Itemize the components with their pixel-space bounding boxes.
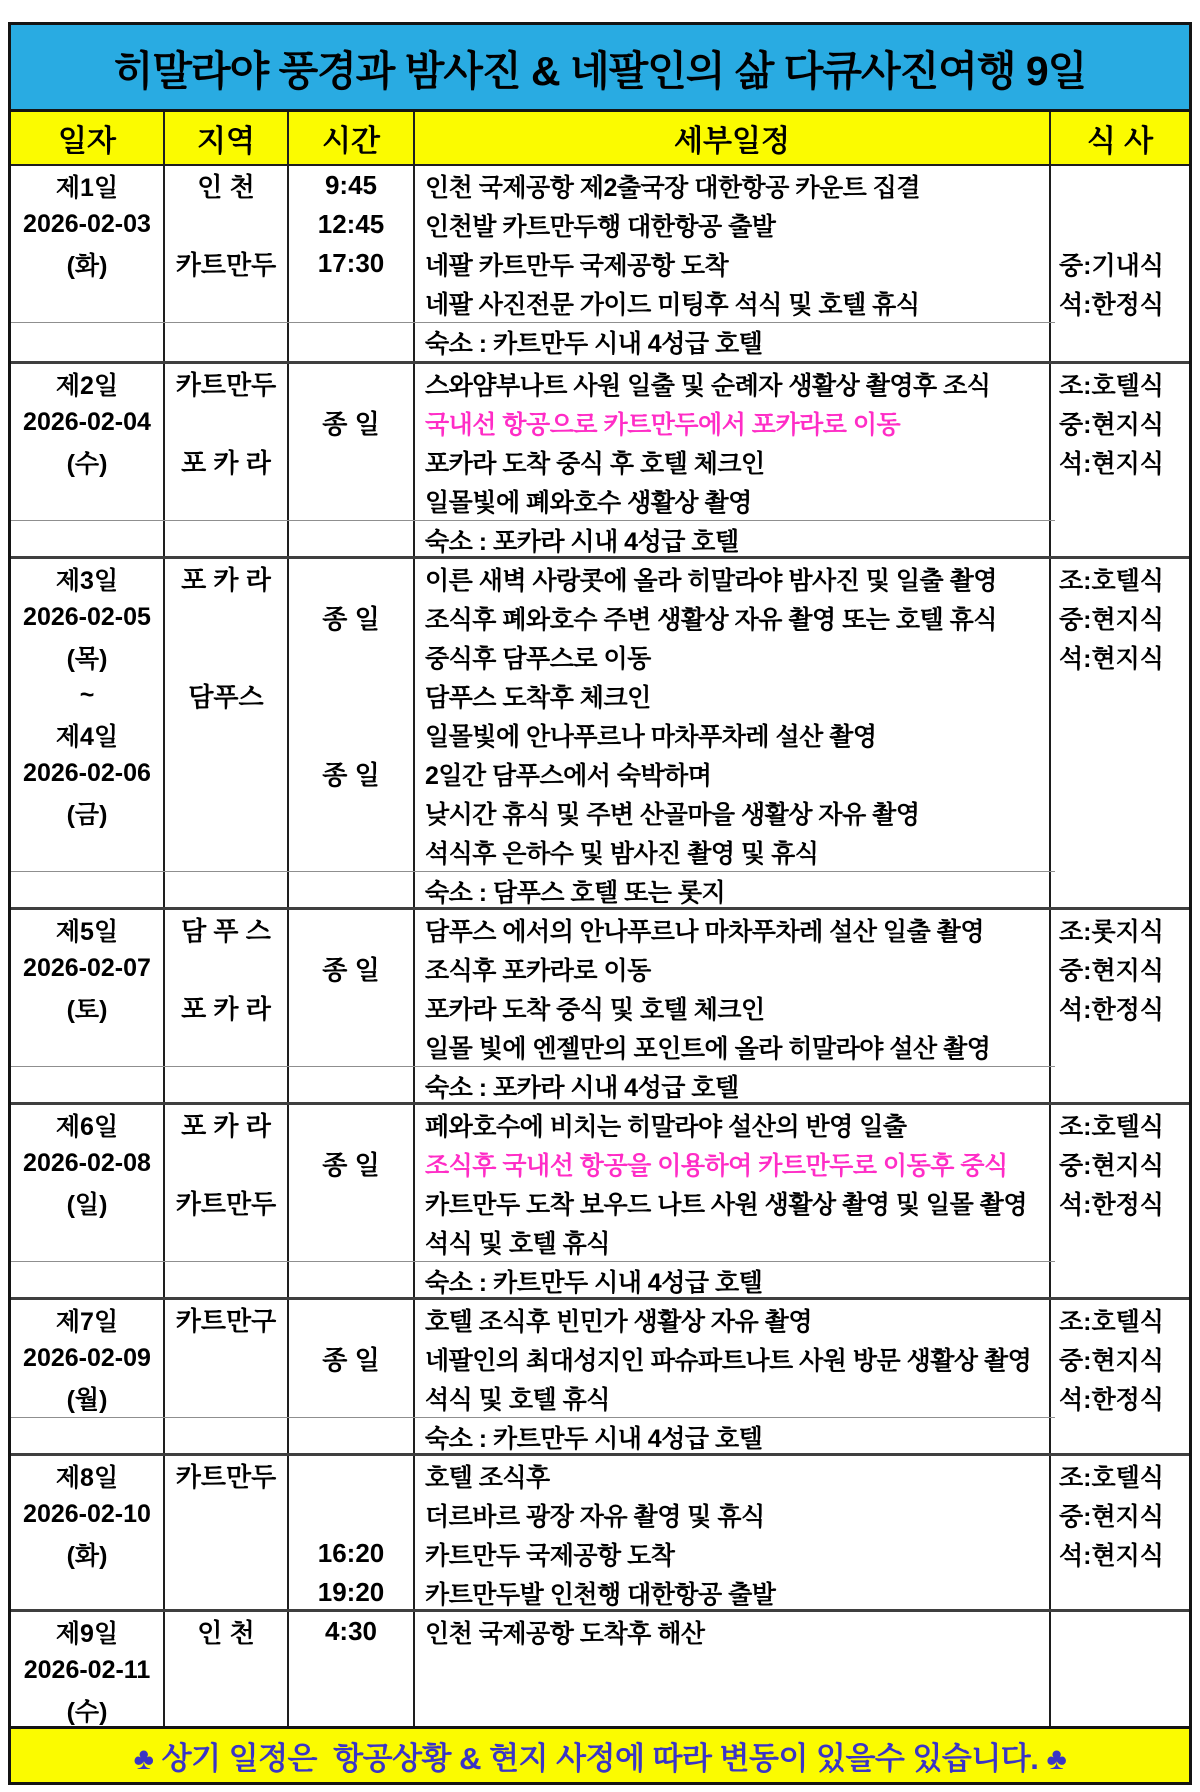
region-label: 카트만구 — [175, 1306, 277, 1336]
region-column — [165, 1300, 289, 1453]
meal-line: 중:현지식 — [1059, 956, 1164, 985]
region-label: 포 카 라 — [181, 448, 271, 478]
schedule-line: 인천 국제공항 제2출국장 대한항공 카운트 집결 — [425, 173, 920, 202]
time-column — [289, 910, 415, 1102]
date-line: ~ — [79, 681, 95, 709]
meal-line: 조:호텔식 — [1059, 1112, 1164, 1141]
region-column — [165, 910, 289, 1102]
meal-line: 석:현지식 — [1059, 1541, 1164, 1570]
meals-column — [1051, 166, 1189, 361]
schedule-line-highlighted: 조식후 국내선 항공을 이용하여 카트만두로 이동후 중식 — [425, 1151, 1008, 1180]
meal-line: 석:한정식 — [1059, 995, 1164, 1024]
date-line: 제6일 — [55, 1112, 119, 1141]
region-column — [165, 1456, 289, 1609]
schedule-column — [415, 364, 1051, 556]
schedule-line: 이른 새벽 사랑콧에 올라 히말라야 밤사진 및 일출 촬영 — [425, 566, 997, 595]
meal-line: 석:현지식 — [1059, 449, 1164, 478]
time-label: 종 일 — [322, 1150, 380, 1180]
time-column — [289, 364, 415, 556]
schedule-column — [415, 1105, 1051, 1297]
footer-notice: ♣ 상기 일정은 항공상황 & 현지 사정에 따라 변동이 있을수 있습니다. ♣ — [11, 1726, 1189, 1782]
lodging-separator-line — [11, 1066, 1055, 1067]
lodging-line: 숙소 : 포카라 시내 4성급 호텔 — [425, 1073, 739, 1102]
date-line: (수) — [66, 449, 108, 478]
date-line: 2026-02-05 — [23, 603, 151, 631]
meal-line: 조:호텔식 — [1059, 1463, 1164, 1492]
lodging-separator-line — [11, 1261, 1055, 1262]
meals-column — [1051, 1300, 1189, 1453]
schedule-line: 일몰빛에 안나푸르나 마차푸차레 설산 촬영 — [425, 722, 877, 751]
time-label: 종 일 — [322, 1345, 380, 1375]
region-label: 포 카 라 — [181, 994, 271, 1024]
itinerary-document — [8, 22, 1192, 1785]
time-column — [289, 1612, 415, 1726]
region-column — [165, 559, 289, 907]
region-label: 카트만두 — [175, 1189, 277, 1219]
schedule-line: 조식후 포카라로 이동 — [425, 956, 651, 985]
table-header-row — [11, 112, 1189, 166]
date-line: 2026-02-09 — [23, 1344, 151, 1372]
region-label: 포 카 라 — [181, 565, 271, 595]
day-block — [11, 1609, 1189, 1726]
date-line: (월) — [66, 1385, 108, 1414]
date-line: 2026-02-04 — [23, 408, 151, 436]
schedule-line: 인천발 카트만두행 대한항공 출발 — [425, 212, 776, 241]
time-label: 9:45 — [324, 170, 378, 200]
schedule-line: 페와호수에 비치는 히말라야 설산의 반영 일출 — [425, 1112, 907, 1141]
schedule-line: 카트만두 도착 보우드 나트 사원 생활상 촬영 및 일몰 촬영 — [425, 1190, 1027, 1219]
itinerary-body — [11, 166, 1189, 1726]
schedule-line: 포카라 도착 중식 및 호텔 체크인 — [425, 995, 765, 1024]
day-block — [11, 1102, 1189, 1297]
date-column — [11, 1456, 165, 1609]
date-line: (일) — [66, 1190, 108, 1219]
day-block — [11, 556, 1189, 907]
meal-line: 석:한정식 — [1059, 1385, 1164, 1414]
date-line: (목) — [66, 644, 108, 673]
time-column — [289, 166, 415, 361]
schedule-column — [415, 910, 1051, 1102]
time-column — [289, 1300, 415, 1453]
date-line: 2026-02-08 — [23, 1149, 151, 1177]
schedule-line: 네팔인의 최대성지인 파슈파트나트 사원 방문 생활상 촬영 — [425, 1346, 1032, 1375]
date-line: 제9일 — [55, 1619, 119, 1648]
lodging-line: 숙소 : 담푸스 호텔 또는 롯지 — [425, 878, 726, 907]
date-column — [11, 1105, 165, 1297]
time-column — [289, 1105, 415, 1297]
schedule-column — [415, 559, 1051, 907]
schedule-column — [415, 166, 1051, 361]
region-label: 카트만두 — [175, 250, 277, 280]
meal-line: 조:호텔식 — [1059, 566, 1164, 595]
region-label: 인 천 — [197, 172, 255, 202]
schedule-line: 중식후 담푸스로 이동 — [425, 644, 651, 673]
schedule-line: 일몰 빛에 엔젤만의 포인트에 올라 히말라야 설산 촬영 — [425, 1034, 991, 1063]
schedule-line: 호텔 조식후 빈민가 생활상 자유 촬영 — [425, 1307, 812, 1336]
region-column — [165, 364, 289, 556]
date-column — [11, 1300, 165, 1453]
time-label: 종 일 — [322, 409, 380, 439]
date-column — [11, 1612, 165, 1726]
meal-line: 석:한정식 — [1059, 1190, 1164, 1219]
schedule-line: 카트만두 국제공항 도착 — [425, 1541, 675, 1570]
column-header-date: 일자 — [11, 112, 165, 164]
date-line: 2026-02-06 — [23, 759, 151, 787]
schedule-line: 석식 및 호텔 휴식 — [425, 1385, 610, 1414]
page-title: 히말라야 풍경과 밤사진 & 네팔인의 삶 다큐사진여행 9일 — [11, 25, 1189, 112]
meal-line: 조:롯지식 — [1059, 917, 1164, 946]
meal-line: 중:현지식 — [1059, 410, 1164, 439]
schedule-column — [415, 1456, 1051, 1609]
time-label: 종 일 — [322, 604, 380, 634]
day-block — [11, 907, 1189, 1102]
date-line: (화) — [66, 1541, 108, 1570]
time-label: 4:30 — [324, 1616, 378, 1646]
region-column — [165, 166, 289, 361]
time-column — [289, 559, 415, 907]
region-label: 담푸스 — [188, 682, 264, 712]
meals-column — [1051, 1612, 1189, 1726]
region-label: 카트만두 — [175, 1462, 277, 1492]
lodging-line: 숙소 : 카트만두 시내 4성급 호텔 — [425, 329, 763, 358]
meals-column — [1051, 559, 1189, 907]
date-column — [11, 364, 165, 556]
date-line: 2026-02-07 — [23, 954, 151, 982]
schedule-line: 더르바르 광장 자유 촬영 및 휴식 — [425, 1502, 765, 1531]
schedule-line: 석식 및 호텔 휴식 — [425, 1229, 610, 1258]
schedule-line: 조식후 폐와호수 주변 생활상 자유 촬영 또는 호텔 휴식 — [425, 605, 997, 634]
day-block — [11, 1297, 1189, 1453]
lodging-separator-line — [11, 871, 1055, 872]
schedule-line: 네팔 사진전문 가이드 미팅후 석식 및 호텔 휴식 — [425, 290, 920, 319]
time-column — [289, 1456, 415, 1609]
time-label: 종 일 — [322, 760, 380, 790]
time-label: 17:30 — [317, 248, 385, 278]
schedule-line: 2일간 담푸스에서 숙박하며 — [425, 761, 712, 790]
schedule-line: 인천 국제공항 도착후 해산 — [425, 1619, 705, 1648]
region-label: 인 천 — [197, 1618, 255, 1648]
date-line: (수) — [66, 1697, 108, 1726]
region-label: 포 카 라 — [181, 1111, 271, 1141]
date-line: 제8일 — [55, 1463, 119, 1492]
schedule-line: 네팔 카트만두 국제공항 도착 — [425, 251, 729, 280]
schedule-line: 낮시간 휴식 및 주변 산골마을 생활상 자유 촬영 — [425, 800, 920, 829]
date-line: 제5일 — [55, 917, 119, 946]
date-line: 2026-02-10 — [23, 1500, 151, 1528]
date-line: 제2일 — [55, 371, 119, 400]
time-label: 종 일 — [322, 955, 380, 985]
lodging-separator-line — [11, 322, 1055, 323]
date-line: 제4일 — [55, 722, 119, 751]
lodging-line: 숙소 : 카트만두 시내 4성급 호텔 — [425, 1268, 763, 1297]
region-label: 카트만두 — [175, 370, 277, 400]
schedule-line: 담푸스 에서의 안나푸르나 마차푸차레 설산 일출 촬영 — [425, 917, 984, 946]
time-label: 19:20 — [317, 1577, 385, 1607]
region-label: 담 푸 스 — [181, 916, 271, 946]
schedule-line: 일몰빛에 폐와호수 생활상 촬영 — [425, 488, 752, 517]
date-line: 제1일 — [55, 173, 119, 202]
meals-column — [1051, 1456, 1189, 1609]
day-block — [11, 166, 1189, 361]
column-header-region: 지역 — [165, 112, 289, 164]
date-line: 제3일 — [55, 566, 119, 595]
column-header-schedule: 세부일정 — [415, 112, 1051, 164]
day-block — [11, 361, 1189, 556]
date-line: (금) — [66, 800, 108, 829]
lodging-separator-line — [11, 520, 1055, 521]
column-header-meals: 식 사 — [1086, 125, 1154, 158]
time-label: 16:20 — [317, 1538, 385, 1568]
date-line: 제7일 — [55, 1307, 119, 1336]
meal-line: 조:호텔식 — [1059, 371, 1164, 400]
meals-column — [1051, 364, 1189, 556]
meal-line: 중:현지식 — [1059, 1151, 1164, 1180]
date-line: 2026-02-11 — [23, 1656, 151, 1684]
meal-line: 조:호텔식 — [1059, 1307, 1164, 1336]
lodging-line: 숙소 : 포카라 시내 4성급 호텔 — [425, 527, 739, 556]
date-line: (화) — [66, 251, 108, 280]
date-column — [11, 910, 165, 1102]
lodging-separator-line — [11, 1417, 1055, 1418]
schedule-line: 포카라 도착 중식 후 호텔 체크인 — [425, 449, 765, 478]
schedule-line: 스와얌부나트 사원 일출 및 순례자 생활상 촬영후 조식 — [425, 371, 991, 400]
schedule-line: 카트만두발 인천행 대한항공 출발 — [425, 1580, 776, 1609]
schedule-line-highlighted: 국내선 항공으로 카트만두에서 포카라로 이동 — [425, 410, 901, 439]
date-line: 2026-02-03 — [23, 210, 151, 238]
date-column — [11, 559, 165, 907]
meal-line: 중:현지식 — [1059, 1502, 1164, 1531]
meal-line: 석:한정식 — [1059, 290, 1164, 319]
date-column — [11, 166, 165, 361]
meal-line: 중:기내식 — [1059, 251, 1164, 280]
meal-line: 중:현지식 — [1059, 1346, 1164, 1375]
column-header-time: 시간 — [289, 112, 415, 164]
region-column — [165, 1612, 289, 1726]
region-column — [165, 1105, 289, 1297]
date-line: (토) — [66, 995, 108, 1024]
schedule-line: 석식후 은하수 및 밤사진 촬영 및 휴식 — [425, 839, 819, 868]
meals-column — [1051, 910, 1189, 1102]
schedule-line: 호텔 조식후 — [425, 1463, 550, 1492]
schedule-column — [415, 1300, 1051, 1453]
meal-line: 중:현지식 — [1059, 605, 1164, 634]
schedule-line: 담푸스 도착후 체크인 — [425, 683, 651, 712]
time-label: 12:45 — [317, 209, 385, 239]
schedule-column — [415, 1612, 1051, 1726]
day-block — [11, 1453, 1189, 1609]
meals-column — [1051, 1105, 1189, 1297]
meal-line: 석:현지식 — [1059, 644, 1164, 673]
lodging-line: 숙소 : 카트만두 시내 4성급 호텔 — [425, 1424, 763, 1453]
